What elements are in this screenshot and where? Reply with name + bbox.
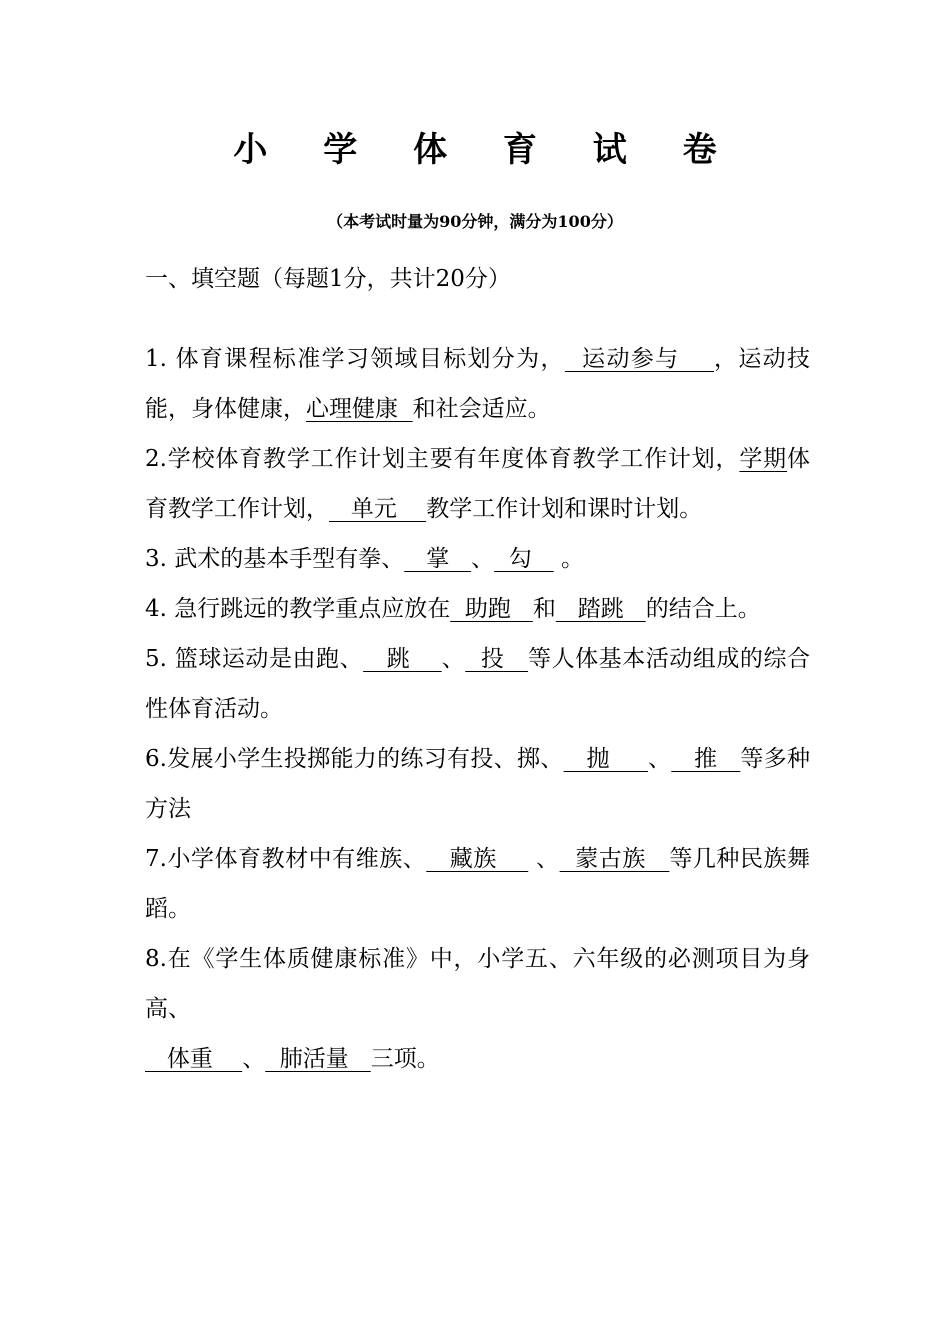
question-text: 等人体基本活动组成的综合性体育活动。 <box>145 646 810 722</box>
question-item <box>145 584 810 634</box>
question-item <box>145 634 810 734</box>
answer-blank: 踏跳 <box>555 596 646 622</box>
answer-blank: 体重 <box>145 1046 243 1072</box>
answer-blank: 掌 <box>404 546 472 572</box>
answer-blank: 单元 <box>329 496 427 522</box>
question-text: 8.在《学生体质健康标准》中，小学五、六年级的必测项目为身高、 <box>145 946 810 1022</box>
answer-blank: 蒙古族 <box>559 846 670 872</box>
answer-blank: 学期 <box>739 446 787 472</box>
question-text: 、 <box>471 546 495 572</box>
answer-blank: 助跑 <box>450 596 533 622</box>
question-text: 、 <box>242 1046 266 1072</box>
question-text: 7.小学体育教材中有维族、 <box>145 846 427 872</box>
answer-blank: 推 <box>671 746 741 772</box>
answer-blank: 投 <box>465 646 529 672</box>
answer-blank: 心理健康 <box>306 396 413 422</box>
question-item <box>145 334 810 434</box>
question-item <box>145 934 810 1034</box>
question-list <box>145 334 810 1084</box>
question-item <box>145 434 810 534</box>
question-text: 3. 武术的基本手型有拳、 <box>145 546 405 572</box>
question-item <box>145 734 810 834</box>
answer-blank: 抛 <box>563 746 648 772</box>
exam-instructions: （本考试时量为90分钟，满分为100分） <box>327 212 623 231</box>
question-item <box>145 1034 810 1084</box>
question-text: 和 <box>532 596 556 622</box>
question-text: 4. 急行跳远的教学重点应放在 <box>145 596 451 622</box>
question-item <box>145 834 810 934</box>
question-text: 等多种方法 <box>145 746 810 822</box>
question-text: 教学工作计划和课时计划。 <box>426 496 703 522</box>
section-heading: 一、填空题（每题1分，共计20分） <box>145 266 511 292</box>
question-text: 、 <box>441 646 466 672</box>
question-text: 2.学校体育教学工作计划主要有年度体育教学工作计划， <box>145 446 740 472</box>
question-text: 5. 篮球运动是由跑、 <box>145 646 364 672</box>
answer-blank: 勾 <box>494 546 554 572</box>
page-title: 小 学 体 育 试 卷 <box>233 130 739 170</box>
answer-blank: 肺活量 <box>265 1046 371 1072</box>
question-text: 、 <box>528 846 560 872</box>
answer-blank: 藏族 <box>426 846 529 872</box>
question-text: 、 <box>647 746 672 772</box>
question-text: 的结合上。 <box>645 596 761 622</box>
question-text: ，运动技能，身体健康， <box>145 346 810 422</box>
question-text: 1. 体育课程标准学习领域目标划分为， <box>145 346 565 372</box>
question-text: 等几种民族舞蹈。 <box>145 846 811 922</box>
question-item <box>145 534 810 584</box>
answer-blank: 运动参与 <box>564 346 714 372</box>
answer-blank: 跳 <box>363 646 442 672</box>
question-text: 三项。 <box>370 1046 440 1072</box>
question-text: 6.发展小学生投掷能力的练习有投、掷、 <box>145 746 564 772</box>
question-text: 体育教学工作计划， <box>145 446 810 522</box>
question-text: 和社会适应。 <box>412 396 551 422</box>
question-text: 。 <box>553 546 585 572</box>
